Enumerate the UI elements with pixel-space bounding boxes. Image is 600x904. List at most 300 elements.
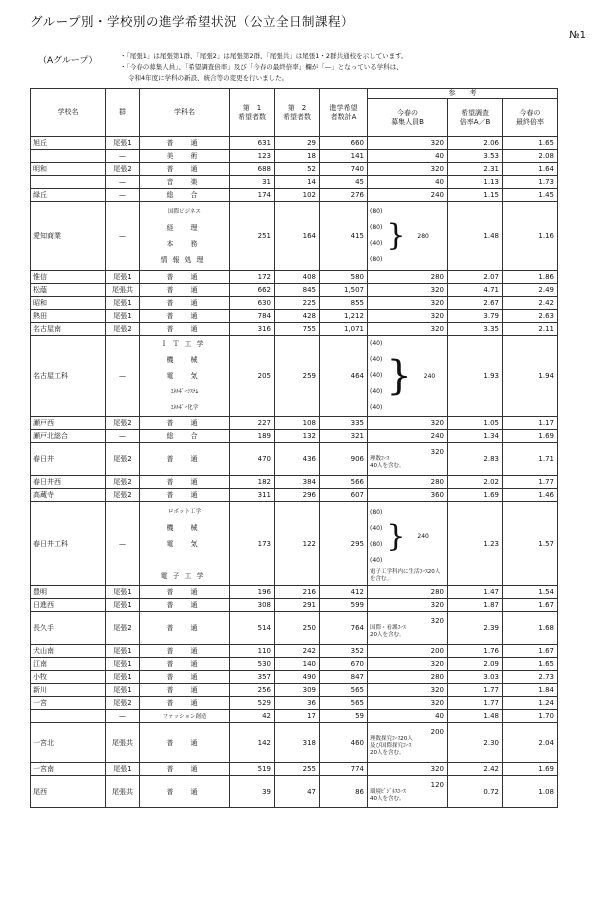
school-name: [31, 150, 106, 163]
school-name: 長久手: [31, 612, 106, 645]
course-name: 普 通: [140, 776, 230, 808]
course-list: [140, 502, 230, 586]
ratio-cell: 1.93: [448, 336, 503, 417]
first-choice-count: 308: [230, 599, 275, 612]
school-name: 昭和: [31, 297, 106, 310]
school-name: 一宮北: [31, 723, 106, 763]
total-count: 660: [320, 137, 368, 150]
course-name: 普 通: [140, 489, 230, 502]
ratio-cell: 3.35: [448, 323, 503, 336]
final-ratio-cell: 1.65: [503, 658, 558, 671]
total-count: 276: [320, 189, 368, 202]
total-count: 906: [320, 443, 368, 476]
school-name: 惟信: [31, 271, 106, 284]
table-row: [31, 776, 558, 808]
ratio-cell: 2.06: [448, 137, 503, 150]
group-cell: 尾張2: [106, 323, 140, 336]
group-label: （Aグループ）: [38, 56, 98, 66]
ratio-cell: 2.83: [448, 443, 503, 476]
first-choice-count: 251: [230, 202, 275, 271]
course-capacity: (40): [370, 556, 383, 564]
final-ratio-cell: 2.08: [503, 150, 558, 163]
total-count: 565: [320, 684, 368, 697]
school-name: 旭丘: [31, 137, 106, 150]
group-cell: 尾張1: [106, 684, 140, 697]
total-count: 607: [320, 489, 368, 502]
table-row: [31, 189, 558, 202]
total-count: 335: [320, 417, 368, 430]
group-cell: 尾張1: [106, 297, 140, 310]
group-cell: 尾張1: [106, 271, 140, 284]
final-ratio-cell: 1.73: [503, 176, 558, 189]
ratio-cell: 1.34: [448, 430, 503, 443]
school-name: 明和: [31, 163, 106, 176]
table-row: [31, 271, 558, 284]
course-name: 普 通: [140, 417, 230, 430]
quota-note: 理数ｺｰｽ 40人を含む。: [370, 456, 405, 469]
ratio-cell: 2.02: [448, 476, 503, 489]
quota-cell: 40: [368, 710, 448, 723]
group-cell: —: [106, 336, 140, 417]
course-name: 総 合: [140, 430, 230, 443]
ratio-cell: 1.23: [448, 502, 503, 586]
ratio-cell: 1.05: [448, 417, 503, 430]
table-row: [31, 336, 558, 417]
header-school: 学校名: [31, 89, 106, 137]
brace-icon: }: [386, 518, 406, 554]
quota-cell: 320: [368, 658, 448, 671]
table-row: [31, 612, 558, 645]
table-row: [31, 323, 558, 336]
second-choice-count: 255: [275, 763, 320, 776]
second-choice-count: 250: [275, 612, 320, 645]
table-row: [31, 310, 558, 323]
quota-value: 240: [423, 372, 436, 380]
ratio-cell: 2.07: [448, 271, 503, 284]
group-cell: 尾張2: [106, 612, 140, 645]
school-name: 新川: [31, 684, 106, 697]
second-choice-count: 225: [275, 297, 320, 310]
final-ratio-cell: 1.16: [503, 202, 558, 271]
quota-cell: 240: [368, 189, 448, 202]
final-ratio-cell: 2.49: [503, 284, 558, 297]
group-cell: —: [106, 189, 140, 202]
admission-table: [30, 88, 558, 808]
second-choice-count: 122: [275, 502, 320, 586]
table-row: [31, 150, 558, 163]
page-title: グループ別・学校別の進学希望状況（公立全日制課程）: [30, 14, 355, 29]
table-row: [31, 763, 558, 776]
group-cell: 尾張1: [106, 599, 140, 612]
table-row: [31, 658, 558, 671]
total-count: 774: [320, 763, 368, 776]
total-count: 599: [320, 599, 368, 612]
course-capacity: (80): [370, 508, 383, 516]
course-name: 美 術: [140, 150, 230, 163]
school-name: 名古屋南: [31, 323, 106, 336]
second-choice-count: 164: [275, 202, 320, 271]
second-choice-count: 242: [275, 645, 320, 658]
ratio-cell: 3.79: [448, 310, 503, 323]
second-choice-count: 17: [275, 710, 320, 723]
school-name: 瀬戸北総合: [31, 430, 106, 443]
school-name: 松蔭: [31, 284, 106, 297]
final-ratio-cell: 2.42: [503, 297, 558, 310]
ratio-cell: 0.72: [448, 776, 503, 808]
first-choice-count: 42: [230, 710, 275, 723]
school-name: [31, 710, 106, 723]
course-capacity: (40): [370, 404, 383, 411]
school-name: 一宮: [31, 697, 106, 710]
quota-cell: [368, 723, 448, 763]
table-row: [31, 645, 558, 658]
quota-value: 280: [417, 232, 429, 240]
course-capacity: (40): [370, 524, 383, 532]
course-capacity: (40): [370, 340, 383, 347]
course-name: ＩＴ工学: [160, 340, 209, 348]
school-name: 尾西: [31, 776, 106, 808]
course-capacity: (80): [370, 208, 383, 215]
second-choice-count: 428: [275, 310, 320, 323]
group-cell: 尾張2: [106, 476, 140, 489]
header-total: 進学希望 者数計A: [320, 89, 368, 137]
total-count: 460: [320, 723, 368, 763]
school-name: 緑丘: [31, 189, 106, 202]
total-count: 321: [320, 430, 368, 443]
total-count: 1,071: [320, 323, 368, 336]
ratio-cell: 4.71: [448, 284, 503, 297]
school-name: 熱田: [31, 310, 106, 323]
course-name: 普 通: [140, 684, 230, 697]
quota-value: 320: [430, 448, 444, 456]
group-cell: 尾張2: [106, 443, 140, 476]
ratio-cell: 3.03: [448, 671, 503, 684]
table-row: [31, 284, 558, 297]
second-choice-count: 102: [275, 189, 320, 202]
first-choice-count: 529: [230, 697, 275, 710]
ratio-cell: 2.09: [448, 658, 503, 671]
quota-cell: 320: [368, 284, 448, 297]
course-name: 電 気: [166, 372, 203, 380]
school-name: 愛知商業: [31, 202, 106, 271]
final-ratio-cell: 2.73: [503, 671, 558, 684]
quota-cell: [368, 776, 448, 808]
ratio-cell: 1.77: [448, 697, 503, 710]
course-name: 普 通: [140, 310, 230, 323]
table-row: [31, 502, 558, 586]
header-final-ratio: 今春の 最終倍率: [503, 99, 558, 137]
first-choice-count: 142: [230, 723, 275, 763]
first-choice-count: 174: [230, 189, 275, 202]
course-capacity: (80): [370, 224, 383, 231]
course-capacity: (40): [370, 240, 383, 247]
table-body: [31, 137, 558, 808]
second-choice-count: 755: [275, 323, 320, 336]
course-name: 普 通: [140, 443, 230, 476]
school-name: 春日井西: [31, 476, 106, 489]
total-count: 580: [320, 271, 368, 284]
final-ratio-cell: 2.11: [503, 323, 558, 336]
ratio-cell: 1.47: [448, 586, 503, 599]
total-count: 565: [320, 697, 368, 710]
course-name: 経 理: [166, 224, 203, 232]
course-name: 音 楽: [140, 176, 230, 189]
note-line: 令和4年度に学科の新設、統合等の変更を行いました。: [128, 74, 289, 82]
quota-cell: 360: [368, 489, 448, 502]
final-ratio-cell: 1.69: [503, 430, 558, 443]
quota-cell: 40: [368, 150, 448, 163]
table-row: [31, 489, 558, 502]
second-choice-count: 132: [275, 430, 320, 443]
course-name: 本 務: [166, 240, 203, 248]
table-row: [31, 202, 558, 271]
final-ratio-cell: 1.08: [503, 776, 558, 808]
final-ratio-cell: 1.67: [503, 599, 558, 612]
second-choice-count: 36: [275, 697, 320, 710]
course-name: 普 通: [140, 137, 230, 150]
quota-value: 320: [430, 617, 444, 625]
course-name: 機 械: [166, 356, 203, 364]
school-name: 小牧: [31, 671, 106, 684]
first-choice-count: 470: [230, 443, 275, 476]
ratio-cell: 2.42: [448, 763, 503, 776]
second-choice-count: 47: [275, 776, 320, 808]
group-cell: —: [106, 150, 140, 163]
course-name: 機 械: [166, 523, 203, 532]
first-choice-count: 784: [230, 310, 275, 323]
second-choice-count: 259: [275, 336, 320, 417]
course-name: 総 合: [140, 189, 230, 202]
group-cell: 尾張1: [106, 310, 140, 323]
school-name: 春日井: [31, 443, 106, 476]
total-count: 59: [320, 710, 368, 723]
group-cell: 尾張1: [106, 671, 140, 684]
total-count: 352: [320, 645, 368, 658]
quota-cell: 320: [368, 137, 448, 150]
first-choice-count: 630: [230, 297, 275, 310]
course-name: ｴﾈﾙｷﾞｰｼｽﾃﾑ: [170, 389, 199, 395]
quota-cell: 40: [368, 176, 448, 189]
course-name: 普 通: [140, 697, 230, 710]
first-choice-count: 514: [230, 612, 275, 645]
table-row: [31, 671, 558, 684]
table-row: [31, 723, 558, 763]
quota-cell: 280: [368, 671, 448, 684]
note-line: ・「今春の募集人員」、「希望調査倍率」及び「今春の最終倍率」欄が「—」となっている学科は、: [120, 63, 403, 71]
course-capacity: (40): [370, 356, 383, 363]
group-cell: 尾張1: [106, 137, 140, 150]
final-ratio-cell: 1.84: [503, 684, 558, 697]
quota-cell: 320: [368, 323, 448, 336]
group-cell: 尾張1: [106, 586, 140, 599]
course-name: 国際ビジネス: [168, 209, 201, 215]
first-choice-count: 688: [230, 163, 275, 176]
total-count: 45: [320, 176, 368, 189]
total-count: 412: [320, 586, 368, 599]
second-choice-count: 309: [275, 684, 320, 697]
header-quota: 今春の 募集人員B: [368, 99, 448, 137]
ratio-cell: 3.53: [448, 150, 503, 163]
quota-cell: 320: [368, 763, 448, 776]
course-name: 普 通: [140, 284, 230, 297]
quota-value: 200: [430, 728, 444, 736]
quota-cell: 320: [368, 684, 448, 697]
second-choice-count: 216: [275, 586, 320, 599]
course-capacity: (40): [370, 388, 383, 395]
table-row: [31, 443, 558, 476]
quota-cell: [368, 336, 448, 417]
group-cell: —: [106, 502, 140, 586]
total-count: 566: [320, 476, 368, 489]
quota-cell: [368, 443, 448, 476]
first-choice-count: 110: [230, 645, 275, 658]
table-row: [31, 430, 558, 443]
course-list: [140, 202, 230, 271]
quota-note: 理数探究ｺｰｽ20人 及び国際探究ｺｰｽ 20人を含む。: [370, 736, 413, 756]
first-choice-count: 196: [230, 586, 275, 599]
table-row: [31, 417, 558, 430]
group-cell: 尾張共: [106, 284, 140, 297]
group-cell: —: [106, 202, 140, 271]
group-cell: 尾張2: [106, 417, 140, 430]
quota-cell: [368, 202, 448, 271]
total-count: 86: [320, 776, 368, 808]
group-cell: 尾張1: [106, 645, 140, 658]
second-choice-count: 490: [275, 671, 320, 684]
quota-note: 国際・看護ｺｰｽ 20人を含む。: [370, 625, 406, 638]
first-choice-count: 31: [230, 176, 275, 189]
first-choice-count: 123: [230, 150, 275, 163]
quota-cell: 320: [368, 697, 448, 710]
final-ratio-cell: 2.63: [503, 310, 558, 323]
course-name: ロボット工学: [167, 508, 201, 515]
final-ratio-cell: 1.65: [503, 137, 558, 150]
quota-value: 120: [430, 780, 444, 789]
total-count: 1,507: [320, 284, 368, 297]
second-choice-count: 140: [275, 658, 320, 671]
ratio-cell: 1.76: [448, 645, 503, 658]
ratio-cell: 2.39: [448, 612, 503, 645]
final-ratio-cell: 1.70: [503, 710, 558, 723]
ratio-cell: 1.15: [448, 189, 503, 202]
quota-cell: 240: [368, 430, 448, 443]
course-capacity: (40): [370, 372, 383, 379]
total-count: 847: [320, 671, 368, 684]
first-choice-count: 662: [230, 284, 275, 297]
quota-cell: 280: [368, 586, 448, 599]
school-name: 高蔵寺: [31, 489, 106, 502]
first-choice-count: 631: [230, 137, 275, 150]
quota-cell: 320: [368, 310, 448, 323]
first-choice-count: 256: [230, 684, 275, 697]
group-cell: 尾張2: [106, 697, 140, 710]
course-name: 普 通: [140, 599, 230, 612]
second-choice-count: 14: [275, 176, 320, 189]
final-ratio-cell: 1.46: [503, 489, 558, 502]
second-choice-count: 291: [275, 599, 320, 612]
first-choice-count: 227: [230, 417, 275, 430]
quota-cell: 320: [368, 297, 448, 310]
first-choice-count: 172: [230, 271, 275, 284]
second-choice-count: 29: [275, 137, 320, 150]
table-row: [31, 586, 558, 599]
total-count: 670: [320, 658, 368, 671]
course-name: [143, 552, 226, 568]
ratio-cell: 2.67: [448, 297, 503, 310]
second-choice-count: 296: [275, 489, 320, 502]
first-choice-count: 205: [230, 336, 275, 417]
course-name: 普 通: [140, 271, 230, 284]
ratio-cell: 1.77: [448, 684, 503, 697]
quota-value: 240: [417, 533, 429, 540]
final-ratio-cell: 1.64: [503, 163, 558, 176]
school-name: [31, 176, 106, 189]
school-name: 瀬戸西: [31, 417, 106, 430]
course-name: 普 通: [140, 763, 230, 776]
final-ratio-cell: 1.24: [503, 697, 558, 710]
second-choice-count: 845: [275, 284, 320, 297]
final-ratio-cell: 1.86: [503, 271, 558, 284]
group-cell: 尾張共: [106, 776, 140, 808]
first-choice-count: 519: [230, 763, 275, 776]
course-name: 普 通: [140, 645, 230, 658]
page-number: №1: [569, 30, 586, 41]
quota-note: 電子工学科内に生活ｺｰｽ20人を含む。: [370, 568, 441, 582]
quota-cell: 320: [368, 417, 448, 430]
table-row: [31, 176, 558, 189]
first-choice-count: 311: [230, 489, 275, 502]
second-choice-count: 108: [275, 417, 320, 430]
school-name: 豊明: [31, 586, 106, 599]
school-name: 一宮南: [31, 763, 106, 776]
final-ratio-cell: 1.17: [503, 417, 558, 430]
school-name: 名古屋工科: [31, 336, 106, 417]
course-name: ｴﾈﾙｷﾞｰ化学: [170, 405, 199, 411]
final-ratio-cell: 1.77: [503, 476, 558, 489]
header-first-choice: 第 1 希望者数: [230, 89, 275, 137]
school-name: 犬山南: [31, 645, 106, 658]
course-name: 普 通: [140, 323, 230, 336]
course-capacity: (80): [370, 540, 383, 548]
quota-cell: 320: [368, 599, 448, 612]
first-choice-count: 316: [230, 323, 275, 336]
brace-icon: }: [386, 353, 412, 399]
brace-icon: }: [386, 218, 406, 253]
group-cell: 尾張2: [106, 489, 140, 502]
course-name: 普 通: [140, 658, 230, 671]
quota-cell: 320: [368, 163, 448, 176]
total-count: 295: [320, 502, 368, 586]
total-count: 740: [320, 163, 368, 176]
group-cell: —: [106, 710, 140, 723]
total-count: 855: [320, 297, 368, 310]
course-name: 普 通: [140, 163, 230, 176]
course-name: 普 通: [140, 671, 230, 684]
quota-cell: [368, 612, 448, 645]
table-row: [31, 476, 558, 489]
quota-note: 環境ﾋﾞｼﾞﾈｽｺｰｽ 40人を含む。: [370, 788, 406, 802]
first-choice-count: 173: [230, 502, 275, 586]
header-ratio: 希望調査 倍率A／B: [448, 99, 503, 137]
course-capacity: (80): [370, 256, 383, 263]
ratio-cell: 1.87: [448, 599, 503, 612]
ratio-cell: 2.30: [448, 723, 503, 763]
course-name: ファッション創造: [140, 710, 230, 723]
school-name: 春日井工科: [31, 502, 106, 586]
quota-cell: 280: [368, 271, 448, 284]
group-cell: —: [106, 176, 140, 189]
group-cell: —: [106, 430, 140, 443]
